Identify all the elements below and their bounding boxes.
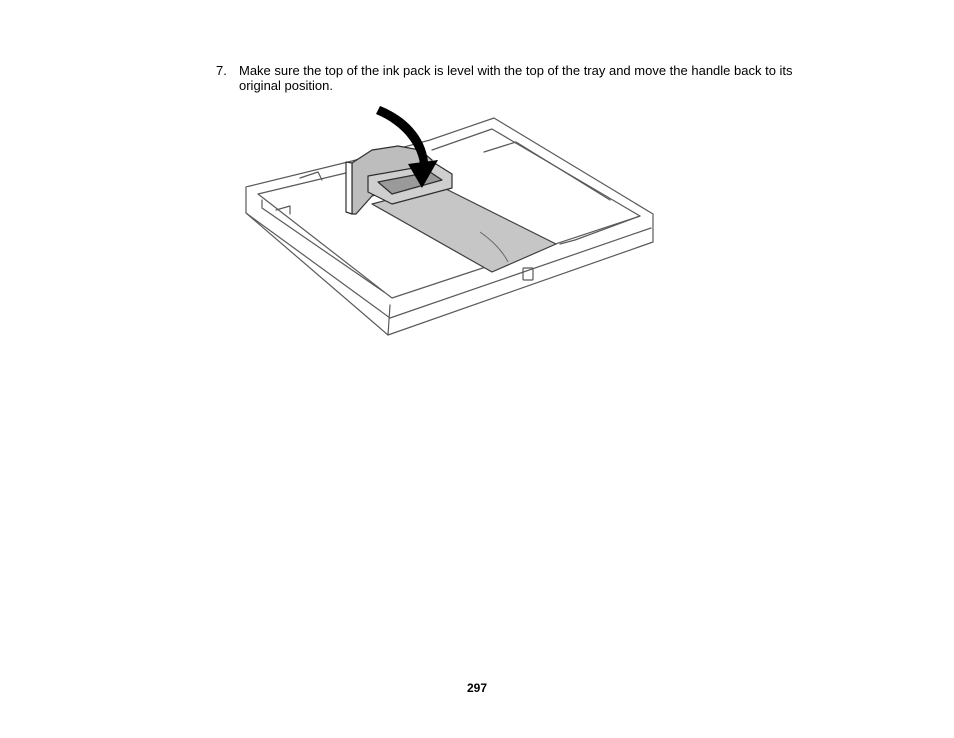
step-number: 7. <box>216 63 227 78</box>
step-text: Make sure the top of the ink pack is level with the top of the tray and move the handle back to its original position. <box>239 63 793 93</box>
instruction-step-7 <box>216 63 816 93</box>
page-number: 297 <box>466 681 488 695</box>
ink-pack-tray-illustration <box>240 104 660 340</box>
